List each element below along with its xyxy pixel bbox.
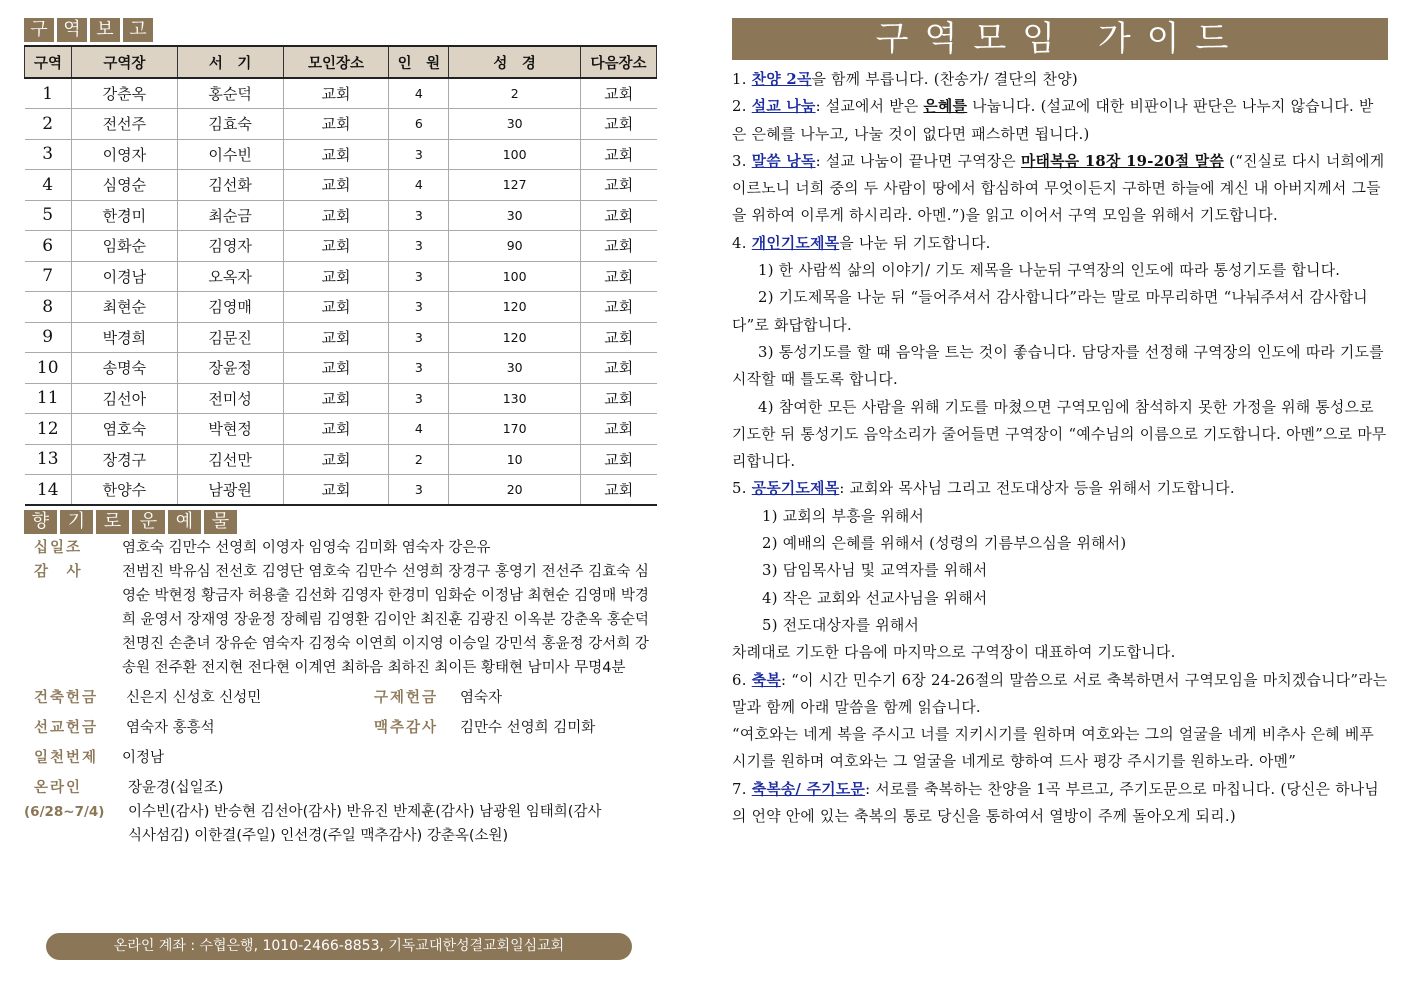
table-row bbox=[25, 475, 657, 506]
table-cell: 교회 bbox=[283, 109, 389, 140]
table-cell: 교회 bbox=[283, 78, 389, 109]
table-cell: 20 bbox=[449, 475, 581, 506]
guide-step-5-item: 3) 담임목사님 및 교역자를 위해서 bbox=[762, 562, 988, 580]
table-cell: 6 bbox=[25, 231, 72, 262]
guide-step-7: 7. 축복송/ 주기도문: 서로를 축복하는 찬양을 1곡 부르고, 주기도문으로 마칩니다. (당신은 하나님의 언약 안에 있는 축복의 통로 당신을 통하여서 열방이 주께 돌아오게 되리.) bbox=[732, 780, 1379, 826]
table-cell: 한경미 bbox=[71, 200, 177, 231]
table-body bbox=[25, 78, 657, 505]
right-column bbox=[732, 18, 1388, 830]
col-bible: 성 경 bbox=[449, 46, 581, 78]
offering-names: 이수빈(감사) 반승현 김선아(감사) 반유진 반제훈(감사) 남광원 임태희(감사 bbox=[128, 804, 602, 820]
offering-label: 십일조 bbox=[34, 540, 83, 556]
table-cell: 3 bbox=[389, 353, 449, 384]
step-heading: 설교 나눔 bbox=[751, 98, 816, 116]
table-row bbox=[25, 170, 657, 201]
guide-step-5-item: 2) 예배의 은혜를 위해서 (성령의 기름부으심을 위해서) bbox=[762, 535, 1127, 553]
offering-mission-wheat bbox=[24, 716, 657, 740]
table-cell: 교회 bbox=[283, 170, 389, 201]
table-cell: 김효숙 bbox=[177, 109, 283, 140]
guide-step-6: 6. 축복: “이 시간 민수기 6장 24-26절의 말씀으로 서로 축복하면서 구역모임을 마치겠습니다”라는 말과 함께 아래 말씀을 함께 읽습니다. bbox=[732, 671, 1388, 716]
table-row bbox=[25, 261, 657, 292]
step-heading: 개인기도제목 bbox=[751, 234, 840, 252]
table-cell: 전미성 bbox=[177, 383, 283, 414]
table-cell: 박경희 bbox=[71, 322, 177, 353]
offering-label: 구제헌금 bbox=[374, 690, 439, 706]
offering-heading-char: 예 bbox=[168, 510, 201, 534]
table-cell: 김선아 bbox=[71, 383, 177, 414]
table-row bbox=[25, 109, 657, 140]
table-cell: 3 bbox=[389, 139, 449, 170]
table-cell: 2 bbox=[389, 444, 449, 475]
table-cell: 3 bbox=[389, 231, 449, 262]
table-cell: 4 bbox=[389, 414, 449, 445]
table-row bbox=[25, 322, 657, 353]
col-place: 모인장소 bbox=[283, 46, 389, 78]
offering-heading-char: 로 bbox=[96, 510, 129, 534]
offering-label: 감 사 bbox=[34, 564, 83, 580]
table-cell: 130 bbox=[449, 383, 581, 414]
table-cell: 김영매 bbox=[177, 292, 283, 323]
table-row bbox=[25, 231, 657, 262]
left-column bbox=[24, 18, 657, 848]
table-cell: 김문진 bbox=[177, 322, 283, 353]
step-heading: 축복송/ 주기도문 bbox=[751, 780, 866, 798]
table-cell: 교회 bbox=[581, 444, 657, 475]
guide-step-5-item: 5) 전도대상자를 위해서 bbox=[762, 616, 920, 634]
table-cell: 4 bbox=[389, 170, 449, 201]
offering-names: 염숙자 홍흥석 bbox=[126, 720, 215, 736]
table-cell: 강춘옥 bbox=[71, 78, 177, 109]
table-row bbox=[25, 414, 657, 445]
guide-title: 구역모임 가이드 bbox=[732, 18, 1388, 60]
table-row bbox=[25, 139, 657, 170]
table-cell: 교회 bbox=[283, 383, 389, 414]
table-cell: 김영자 bbox=[177, 231, 283, 262]
offering-building-relief bbox=[24, 686, 657, 710]
table-cell: 3 bbox=[389, 292, 449, 323]
table-cell: 3 bbox=[389, 475, 449, 506]
table-cell: 127 bbox=[449, 170, 581, 201]
col-leader: 구역장 bbox=[71, 46, 177, 78]
offering-label: 일천번제 bbox=[34, 750, 99, 766]
table-cell: 3 bbox=[389, 261, 449, 292]
table-cell: 7 bbox=[25, 261, 72, 292]
table-cell: 170 bbox=[449, 414, 581, 445]
col-attendance: 인 원 bbox=[389, 46, 449, 78]
table-row bbox=[25, 292, 657, 323]
table-cell: 교회 bbox=[581, 139, 657, 170]
table-cell: 교회 bbox=[581, 383, 657, 414]
table-cell: 이수빈 bbox=[177, 139, 283, 170]
report-heading-char: 구 bbox=[24, 18, 54, 42]
table-row bbox=[25, 383, 657, 414]
table-row bbox=[25, 444, 657, 475]
table-cell: 100 bbox=[449, 261, 581, 292]
guide-step-4-item: 2) 기도제목을 나눈 뒤 “들어주셔서 감사합니다”라는 말로 마무리하면 “나눠주셔서 감사합니다”로 화답합니다. bbox=[732, 289, 1368, 334]
offering-tithe bbox=[24, 536, 657, 560]
table-cell: 13 bbox=[25, 444, 72, 475]
table-cell: 1 bbox=[25, 78, 72, 109]
guide-step-3: 3. 말씀 낭독: 설교 나눔이 끝나면 구역장은 마태복음 18장 19-20절 말씀 (“진실로 다시 너희에게 이르노니 너희 중의 두 사람이 땅에서 합심하여 무엇이든지 구하면 하늘에 계신 내 아버지께서 그들을 위하여 이루게 하시리라. 아멘.”)을 읽고 이어서 구역 모임을 위해서 기도합니다. bbox=[732, 152, 1385, 225]
table-cell: 8 bbox=[25, 292, 72, 323]
step-heading: 말씀 낭독 bbox=[751, 152, 816, 170]
offering-names: 김만수 선영희 김미화 bbox=[460, 720, 596, 736]
table-cell: 교회 bbox=[581, 109, 657, 140]
table-cell: 3 bbox=[389, 383, 449, 414]
table-cell: 2 bbox=[25, 109, 72, 140]
table-cell: 교회 bbox=[581, 322, 657, 353]
table-cell: 장윤정 bbox=[177, 353, 283, 384]
table-cell: 박현정 bbox=[177, 414, 283, 445]
table-cell: 3 bbox=[389, 200, 449, 231]
table-cell: 송명숙 bbox=[71, 353, 177, 384]
district-report-table bbox=[24, 45, 657, 506]
table-cell: 30 bbox=[449, 109, 581, 140]
report-heading-char: 고 bbox=[123, 18, 153, 42]
offering-label: 선교헌금 bbox=[34, 720, 99, 736]
col-next-place: 다음장소 bbox=[581, 46, 657, 78]
offering-heading-char: 기 bbox=[60, 510, 93, 534]
table-cell: 교회 bbox=[283, 261, 389, 292]
offering-heading-char: 향 bbox=[24, 510, 57, 534]
table-header-row bbox=[25, 46, 657, 78]
table-cell: 10 bbox=[449, 444, 581, 475]
step-heading: 공동기도제목 bbox=[751, 480, 840, 498]
table-cell: 120 bbox=[449, 322, 581, 353]
guide-body bbox=[732, 66, 1388, 830]
table-cell: 30 bbox=[449, 200, 581, 231]
table-cell: 교회 bbox=[283, 444, 389, 475]
offering-online bbox=[24, 776, 657, 848]
table-cell: 전선주 bbox=[71, 109, 177, 140]
table-cell: 교회 bbox=[581, 231, 657, 262]
table-cell: 교회 bbox=[283, 200, 389, 231]
table-cell: 홍순덕 bbox=[177, 78, 283, 109]
table-cell: 30 bbox=[449, 353, 581, 384]
table-cell: 교회 bbox=[581, 78, 657, 109]
online-period: (6/28~7/4) bbox=[24, 804, 105, 820]
table-cell: 최현순 bbox=[71, 292, 177, 323]
table-cell: 3 bbox=[389, 322, 449, 353]
step-heading: 축복 bbox=[751, 671, 781, 689]
offering-names: 식사섬김) 이한결(주일) 인선경(주일 맥추감사) 강춘옥(소원) bbox=[128, 828, 509, 844]
table-cell: 김선화 bbox=[177, 170, 283, 201]
table-cell: 교회 bbox=[581, 414, 657, 445]
offering-names: 염숙자 bbox=[460, 690, 503, 706]
col-district: 구역 bbox=[25, 46, 72, 78]
table-cell: 임화순 bbox=[71, 231, 177, 262]
offering-names: 염호숙 김만수 선영희 이영자 임영숙 김미화 염숙자 강은유 bbox=[122, 540, 491, 556]
table-cell: 100 bbox=[449, 139, 581, 170]
offering-heading bbox=[24, 510, 657, 534]
table-cell: 14 bbox=[25, 475, 72, 506]
offering-list bbox=[24, 536, 657, 848]
table-cell: 교회 bbox=[283, 475, 389, 506]
offering-label: 온라인 bbox=[34, 780, 83, 796]
table-cell: 교회 bbox=[581, 475, 657, 506]
table-cell: 교회 bbox=[283, 322, 389, 353]
table-cell: 교회 bbox=[581, 200, 657, 231]
guide-step-4-item: 4) 참여한 모든 사람을 위해 기도를 마쳤으면 구역모임에 참석하지 못한 가정을 위해 통성으로 기도한 뒤 통성기도 음악소리가 줄어들면 구역장이 “예수님의 이름으로 기도합니다. 아멘”으로 마무리합니다. bbox=[732, 398, 1387, 471]
guide-step-2: 2. 설교 나눔: 설교에서 받은 은혜를 나눕니다. (설교에 대한 비판이나 판단은 나누지 않습니다. 받은 은혜를 나누고, 나눌 것이 없다면 패스하면 됩니다.) bbox=[732, 98, 1374, 143]
table-cell: 이영자 bbox=[71, 139, 177, 170]
table-cell: 남광원 bbox=[177, 475, 283, 506]
table-cell: 교회 bbox=[283, 139, 389, 170]
offering-names: 장윤경(십일조) bbox=[128, 780, 224, 796]
table-cell: 최순금 bbox=[177, 200, 283, 231]
offering-label: 건축헌금 bbox=[34, 690, 99, 706]
guide-step-4: 4. 개인기도제목을 나눈 뒤 기도합니다. bbox=[732, 234, 991, 252]
table-row bbox=[25, 200, 657, 231]
table-cell: 염호숙 bbox=[71, 414, 177, 445]
guide-step-5-item: 4) 작은 교회와 선교사님을 위해서 bbox=[762, 589, 988, 607]
table-cell: 90 bbox=[449, 231, 581, 262]
report-heading-char: 역 bbox=[57, 18, 87, 42]
guide-step-6-quote: “여호와는 네게 복을 주시고 너를 지키시기를 원하며 여호와는 그의 얼굴을 네게 비추사 은혜 베푸시기를 원하며 여호와는 그 얼굴을 네게로 향하여 드사 평강 주시기를 원하노라. 아멘” bbox=[732, 726, 1375, 771]
table-cell: 5 bbox=[25, 200, 72, 231]
table-cell: 이경남 bbox=[71, 261, 177, 292]
offering-daily bbox=[24, 746, 657, 770]
offering-names: 전범진 박유심 전선호 김영단 염호숙 김만수 선영희 장경구 홍영기 전선주 김효숙 심영순 박현정 황금자 허용출 김선화 김영자 한경미 임화순 이정남 최현순 김영매 박경희 윤영서 장재영 장윤정 장혜림 김영환 김이안 최진훈 김광진 이옥분 강춘옥 홍순덕 천명진 손춘녀 장유순 염숙자 김정숙 이연희 이지영 이승일 강민석 홍윤정 강서희 강송원 전주환 전지현 전다현 이계연 최하음 최하진 최이든 황태현 남미사 무명4분 bbox=[122, 564, 649, 676]
table-cell: 3 bbox=[25, 139, 72, 170]
offering-names: 이정남 bbox=[122, 750, 165, 766]
table-cell: 장경구 bbox=[71, 444, 177, 475]
guide-step-5-close: 차례대로 기도한 다음에 마지막으로 구역장이 대표하여 기도합니다. bbox=[732, 644, 1176, 662]
table-cell: 4 bbox=[389, 78, 449, 109]
guide-step-5-item: 1) 교회의 부흥을 위해서 bbox=[762, 507, 925, 525]
step-heading: 찬양 2곡 bbox=[751, 71, 812, 88]
guide-step-1: 1. 찬양 2곡을 함께 부릅니다. (찬송가/ 결단의 찬양) bbox=[732, 71, 1078, 88]
table-cell: 11 bbox=[25, 383, 72, 414]
table-cell: 교회 bbox=[283, 231, 389, 262]
offering-label: 맥추감사 bbox=[374, 720, 439, 736]
table-cell: 교회 bbox=[581, 353, 657, 384]
col-secretary: 서 기 bbox=[177, 46, 283, 78]
report-heading-char: 보 bbox=[90, 18, 120, 42]
guide-step-4-item: 1) 한 사람씩 삶의 이야기/ 기도 제목을 나눈뒤 구역장의 인도에 따라 통성기도를 합니다. bbox=[758, 262, 1341, 280]
table-cell: 9 bbox=[25, 322, 72, 353]
table-cell: 12 bbox=[25, 414, 72, 445]
table-cell: 교회 bbox=[283, 414, 389, 445]
offering-names: 신은지 신성호 신성민 bbox=[126, 690, 262, 706]
guide-step-5: 5. 공동기도제목: 교회와 목사님 그리고 전도대상자 등을 위해서 기도합니다. bbox=[732, 480, 1235, 498]
report-heading bbox=[24, 18, 657, 42]
table-cell: 오옥자 bbox=[177, 261, 283, 292]
table-cell: 120 bbox=[449, 292, 581, 323]
table-cell: 2 bbox=[449, 78, 581, 109]
table-cell: 심영순 bbox=[71, 170, 177, 201]
table-cell: 교회 bbox=[581, 292, 657, 323]
offering-heading-char: 운 bbox=[132, 510, 165, 534]
table-row bbox=[25, 78, 657, 109]
table-cell: 교회 bbox=[581, 170, 657, 201]
table-cell: 교회 bbox=[283, 353, 389, 384]
offering-heading-char: 물 bbox=[204, 510, 237, 534]
table-row bbox=[25, 353, 657, 384]
table-cell: 김선만 bbox=[177, 444, 283, 475]
table-cell: 교회 bbox=[283, 292, 389, 323]
online-account-banner: 온라인 계좌 : 수협은행, 1010-2466-8853, 기독교대한성결교회일심교회 bbox=[46, 933, 632, 960]
offering-thanks bbox=[24, 560, 657, 680]
table-cell: 교회 bbox=[581, 261, 657, 292]
table-cell: 한양수 bbox=[71, 475, 177, 506]
guide-step-4-item: 3) 통성기도를 할 때 음악을 트는 것이 좋습니다. 담당자를 선정해 구역장의 인도에 따라 기도를 시작할 때 틀도록 합니다. bbox=[732, 343, 1384, 389]
table-cell: 10 bbox=[25, 353, 72, 384]
table-cell: 6 bbox=[389, 109, 449, 140]
table-cell: 4 bbox=[25, 170, 72, 201]
